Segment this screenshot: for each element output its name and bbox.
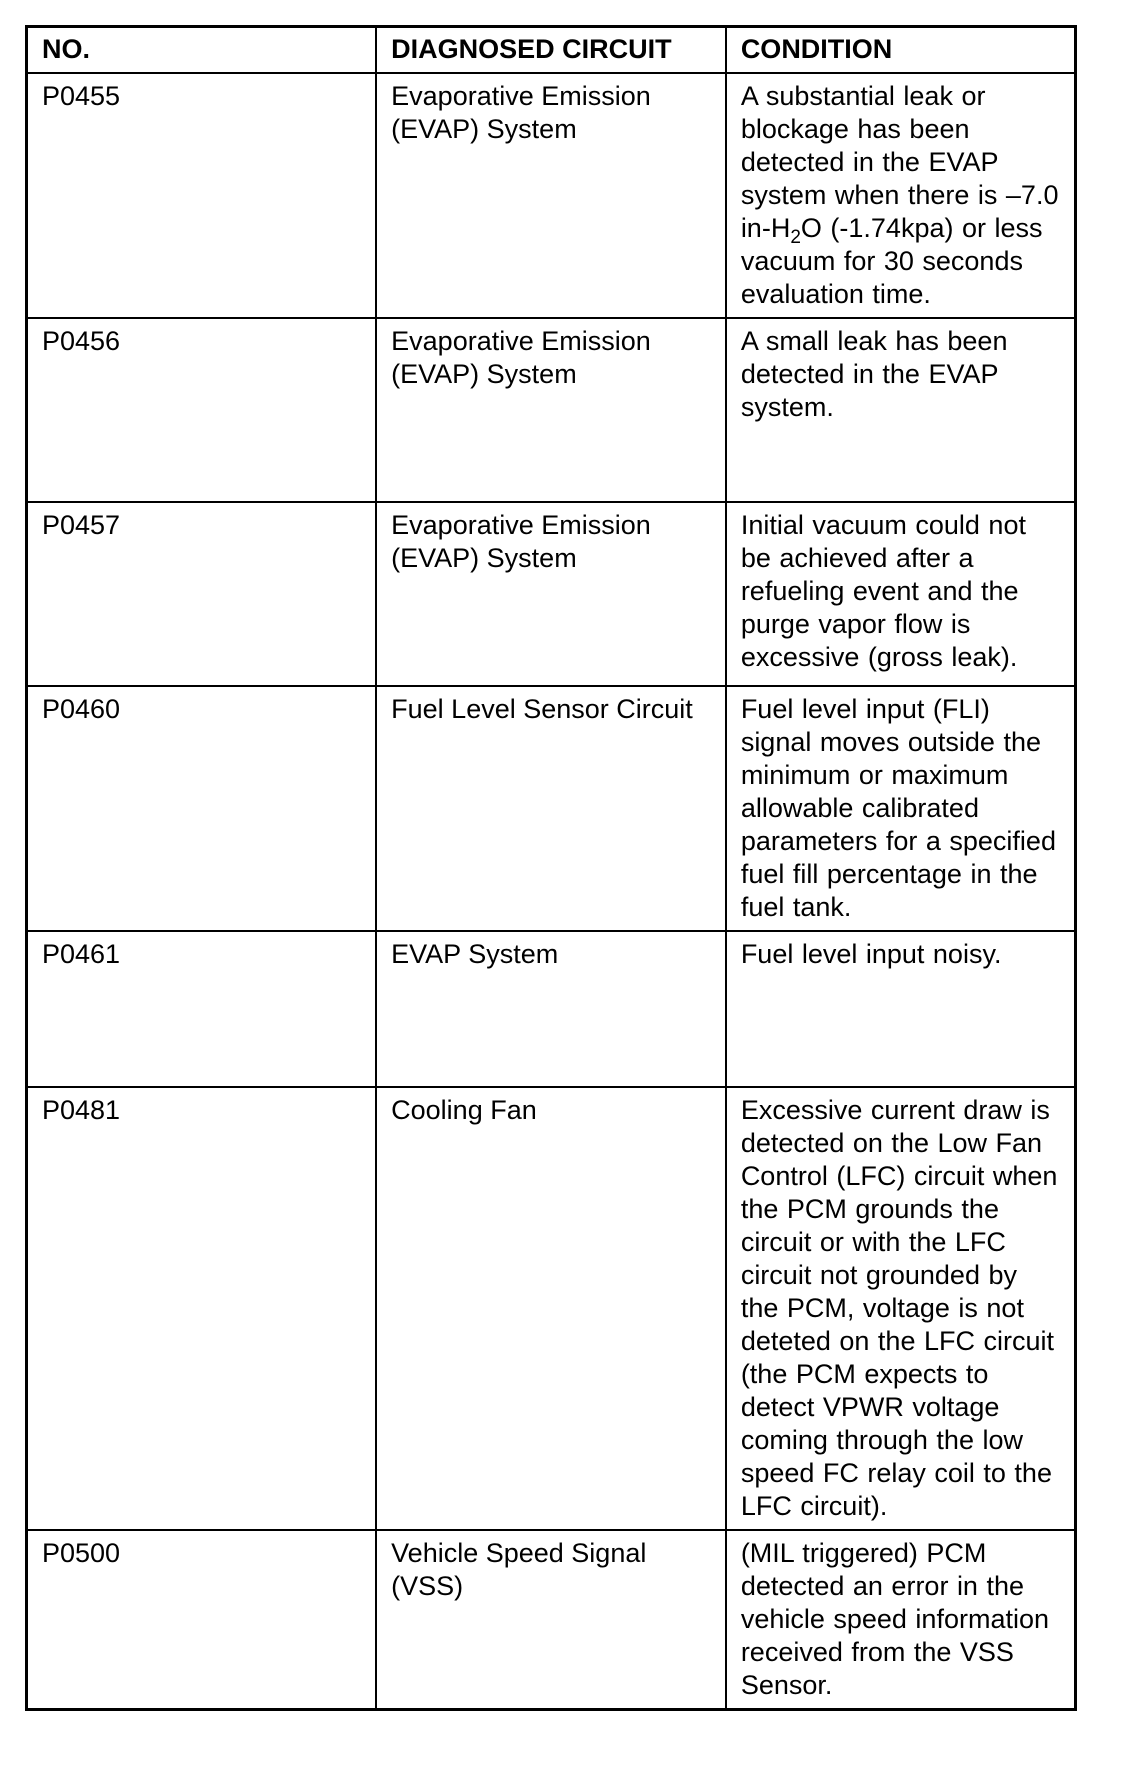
table-row bbox=[27, 502, 1076, 686]
condition-cell: Excessive current draw is detected on the Low Fan Control (LFC) circuit when the PCM grounds the circuit or with the LFC circuit not grounded by the PCM, voltage is not deteted on the LFC circuit (the PCM expects to detect VPWR voltage coming through the low speed FC relay coil to the LFC circuit). bbox=[726, 1087, 1076, 1530]
circuit-cell: Evaporative Emission (EVAP) System bbox=[376, 73, 726, 318]
subscript-2: 2 bbox=[790, 227, 801, 248]
circuit-cell: Evaporative Emission (EVAP) System bbox=[376, 502, 726, 686]
circuit-cell: Fuel Level Sensor Circuit bbox=[376, 686, 726, 931]
diagnostic-code-table bbox=[25, 25, 1077, 1711]
condition-cell: Fuel level input noisy. bbox=[726, 931, 1076, 1087]
table-row bbox=[27, 1530, 1076, 1710]
header-no: NO. bbox=[27, 27, 377, 74]
header-condition: CONDITION bbox=[726, 27, 1076, 74]
condition-cell: Fuel level input (FLI) signal moves outside the minimum or maximum allowable calibrated parameters for a specified fuel fill percentage in the fuel tank. bbox=[726, 686, 1076, 931]
circuit-cell: Evaporative Emission (EVAP) System bbox=[376, 318, 726, 502]
condition-cell: Initial vacuum could not be achieved after a refueling event and the purge vapor flow is excessive (gross leak). bbox=[726, 502, 1076, 686]
circuit-cell: Vehicle Speed Signal (VSS) bbox=[376, 1530, 726, 1710]
circuit-cell: EVAP System bbox=[376, 931, 726, 1087]
code-cell: P0455 bbox=[27, 73, 377, 318]
condition-cell: A small leak has been detected in the EVAP system. bbox=[726, 318, 1076, 502]
table-row bbox=[27, 686, 1076, 931]
table-row bbox=[27, 318, 1076, 502]
code-cell: P0500 bbox=[27, 1530, 377, 1710]
code-cell: P0456 bbox=[27, 318, 377, 502]
table-row bbox=[27, 73, 1076, 318]
table-header-row bbox=[27, 27, 1076, 74]
condition-cell bbox=[726, 73, 1076, 318]
code-cell: P0457 bbox=[27, 502, 377, 686]
code-cell: P0461 bbox=[27, 931, 377, 1087]
code-cell: P0460 bbox=[27, 686, 377, 931]
table-row bbox=[27, 1087, 1076, 1530]
condition-cell: (MIL triggered) PCM detected an error in the vehicle speed information received from the VSS Sensor. bbox=[726, 1530, 1076, 1710]
circuit-cell: Cooling Fan bbox=[376, 1087, 726, 1530]
condition-text-part: A substantial leak or blockage has been detected in the EVAP system when there is –7.0 in-H bbox=[740, 81, 1059, 243]
code-cell: P0481 bbox=[27, 1087, 377, 1530]
header-diagnosed-circuit: DIAGNOSED CIRCUIT bbox=[376, 27, 726, 74]
table-row bbox=[27, 931, 1076, 1087]
condition-text-part: O (-1.74kpa) or less vacuum for 30 seconds evaluation time. bbox=[740, 213, 1043, 309]
